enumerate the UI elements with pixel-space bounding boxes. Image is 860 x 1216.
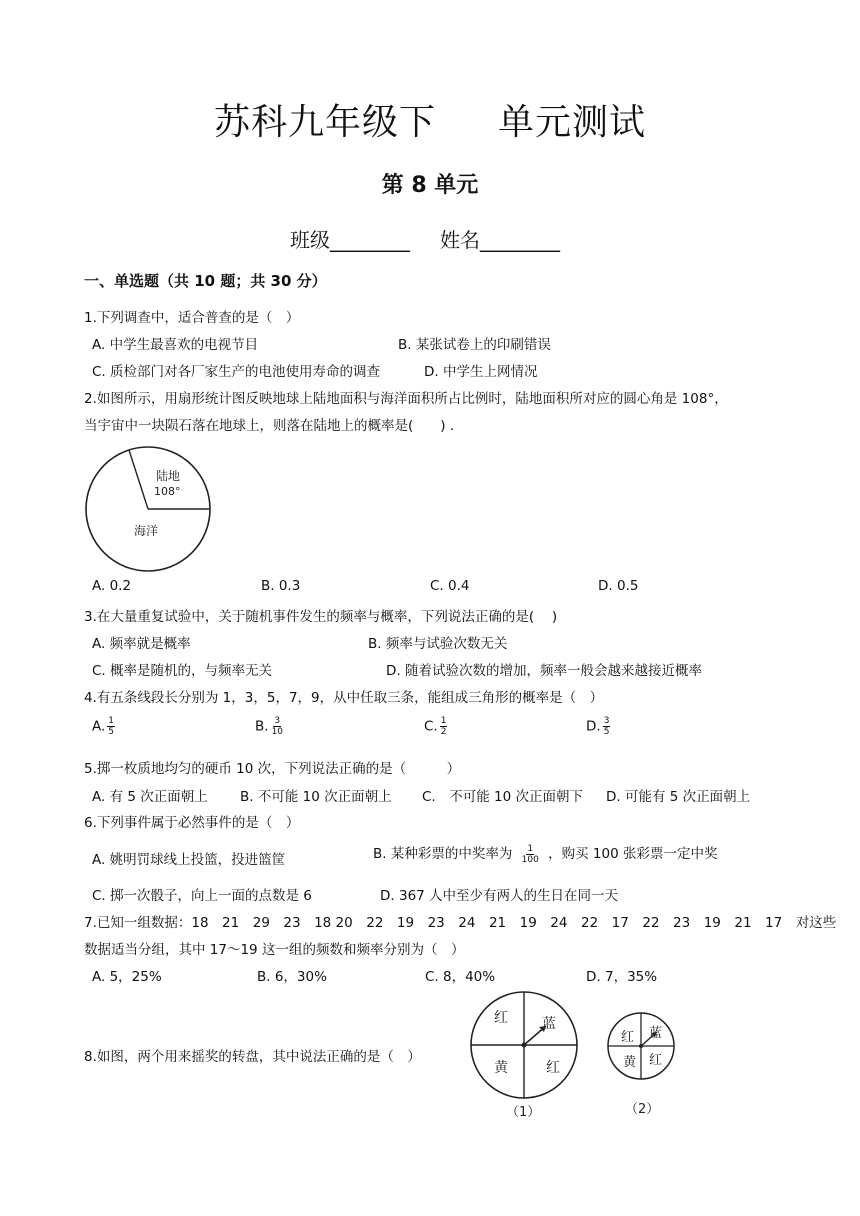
q6-option-a: A. 姚明罚球线上投篮，投进篮筐 [92, 852, 286, 868]
q2-option-a: A. 0.2 [92, 578, 132, 594]
title-left: 苏科九年级下 [214, 102, 437, 143]
denominator: 10 [271, 727, 284, 737]
q8-wheel-1 [466, 990, 586, 1120]
q1-option-b: B. 某张试卷上的印刷错误 [398, 337, 551, 353]
q8-wheel-2 [603, 1010, 683, 1120]
q6-option-d: D. 367 人中至少有两人的生日在同一天 [380, 888, 619, 904]
q3-option-b: B. 频率与试验次数无关 [368, 636, 508, 652]
q4-option-c [424, 716, 447, 737]
q3-option-d: D. 随着试验次数的增加，频率一般会越来越接近概率 [386, 663, 702, 679]
q3-stem: 3.在大量重复试验中，关于随机事件发生的频率与概率，下列说法正确的是( ) [84, 609, 558, 625]
q6-b-prefix: B. 某种彩票的中奖率为 [373, 846, 513, 862]
q5-option-b: B. 不可能 10 次正面朝上 [240, 789, 392, 805]
q2-stem-line2: 当宇宙中一块陨石落在地球上，则落在陆地上的概率是( ) . [84, 418, 455, 434]
q7-option-c: C. 8，40% [425, 969, 496, 985]
pie-ocean-label: 海洋 [134, 524, 159, 538]
q7-stem-line2: 数据适当分组，其中 17～19 这一组的频数和频率分别为（ ） [84, 942, 465, 958]
title-right: 单元测试 [498, 102, 647, 143]
wheel2-label-top-right: 蓝 [649, 1026, 663, 1041]
q4-option-b [255, 716, 284, 737]
wheel1-label-bottom-right: 红 [546, 1060, 560, 1076]
numerator: 1 [108, 716, 115, 726]
q3-option-c: C. 概率是随机的，与频率无关 [92, 663, 273, 679]
numerator: 1 [440, 716, 447, 726]
numerator: 1 [527, 843, 534, 854]
pie-land-label: 陆地 [156, 469, 181, 483]
q4-b-fraction [271, 716, 284, 737]
q2-option-b: B. 0.3 [261, 578, 301, 594]
q4-c-label: C. [424, 718, 438, 735]
q2-option-c: C. 0.4 [430, 578, 470, 594]
unit-subtitle: 第 8 单元 [381, 173, 479, 198]
q7-option-a: A. 5，25% [92, 969, 162, 985]
q5-stem: 5.掷一枚质地均匀的硬币 10 次，下列说法正确的是（ ） [84, 761, 461, 777]
q5-option-a: A. 有 5 次正面朝上 [92, 789, 208, 805]
q4-d-fraction [603, 716, 611, 737]
q4-a-label: A. [92, 718, 106, 735]
wheel1-label-top-left: 红 [494, 1010, 508, 1026]
q5-option-c: C. 不可能 10 次正面朝下 [422, 789, 583, 805]
section-heading: 一、单选题（共 10 题；共 30 分） [84, 272, 327, 290]
denominator: 5 [108, 727, 115, 737]
q8-stem: 8.如图，两个用来摇奖的转盘，其中说法正确的是（ ） [84, 1049, 421, 1065]
numerator: 3 [603, 716, 610, 726]
wheel1-label-top-right: 蓝 [542, 1016, 556, 1032]
wheel1-caption: （1） [506, 1105, 541, 1120]
q4-option-d [586, 716, 610, 737]
wheel1-label-bottom-left: 黄 [494, 1060, 508, 1076]
q2-stem-line1: 2.如图所示，用扇形统计图反映地球上陆地面积与海洋面积所占比例时，陆地面积所对应的圆心角是 108°， [84, 391, 728, 407]
q6-b-suffix: ，购买 100 张彩票一定中奖 [548, 846, 718, 862]
numerator: 3 [274, 716, 281, 726]
q4-b-label: B. [255, 718, 269, 735]
q7-option-d: D. 7，35% [586, 969, 658, 985]
q4-d-label: D. [586, 718, 601, 735]
q4-c-fraction [440, 716, 448, 737]
q1-stem: 1.下列调查中，适合普查的是（ ） [84, 310, 300, 326]
pie-divider-top [129, 450, 148, 509]
denominator: 5 [603, 727, 610, 737]
denominator: 2 [440, 727, 447, 737]
pie-angle-label: 108° [154, 485, 181, 498]
q3-option-a: A. 频率就是概率 [92, 636, 191, 652]
name-field: 姓名________ [440, 228, 560, 252]
q5-option-d: D. 可能有 5 次正面朝上 [606, 789, 751, 805]
q2-option-d: D. 0.5 [598, 578, 639, 594]
wheel2-hub [639, 1044, 643, 1048]
q1-option-a: A. 中学生最喜欢的电视节目 [92, 337, 259, 353]
q1-option-c: C. 质检部门对各厂家生产的电池使用寿命的调查 [92, 364, 381, 380]
q4-a-fraction [107, 716, 115, 737]
wheel2-caption: （2） [625, 1102, 660, 1117]
q6-stem: 6.下列事件属于必然事件的是（ ） [84, 815, 300, 831]
q1-option-d: D. 中学生上网情况 [424, 364, 538, 380]
class-field: 班级________ [290, 228, 410, 252]
q6-option-b [373, 842, 717, 865]
wheel2-label-bottom-left: 黄 [623, 1055, 637, 1070]
q6-b-fraction [521, 844, 540, 865]
wheel1-hub [522, 1043, 527, 1048]
q2-pie-figure [82, 445, 222, 575]
wheel2-label-top-left: 红 [621, 1030, 635, 1045]
q4-option-a [92, 716, 115, 737]
q6-option-c: C. 掷一次骰子，向上一面的点数是 6 [92, 888, 312, 904]
denominator: 100 [521, 854, 539, 865]
wheel2-label-bottom-right: 红 [649, 1053, 663, 1068]
q7-stem-line1: 7.已知一组数据：18 21 29 23 18 20 22 19 23 24 21 19 24 22 17 22 23 19 21 17 对这些 [84, 915, 837, 931]
q7-option-b: B. 6，30% [257, 969, 327, 985]
q4-stem: 4.有五条线段长分别为 1，3，5，7，9，从中任取三条，能组成三角形的概率是（ ） [84, 690, 604, 706]
